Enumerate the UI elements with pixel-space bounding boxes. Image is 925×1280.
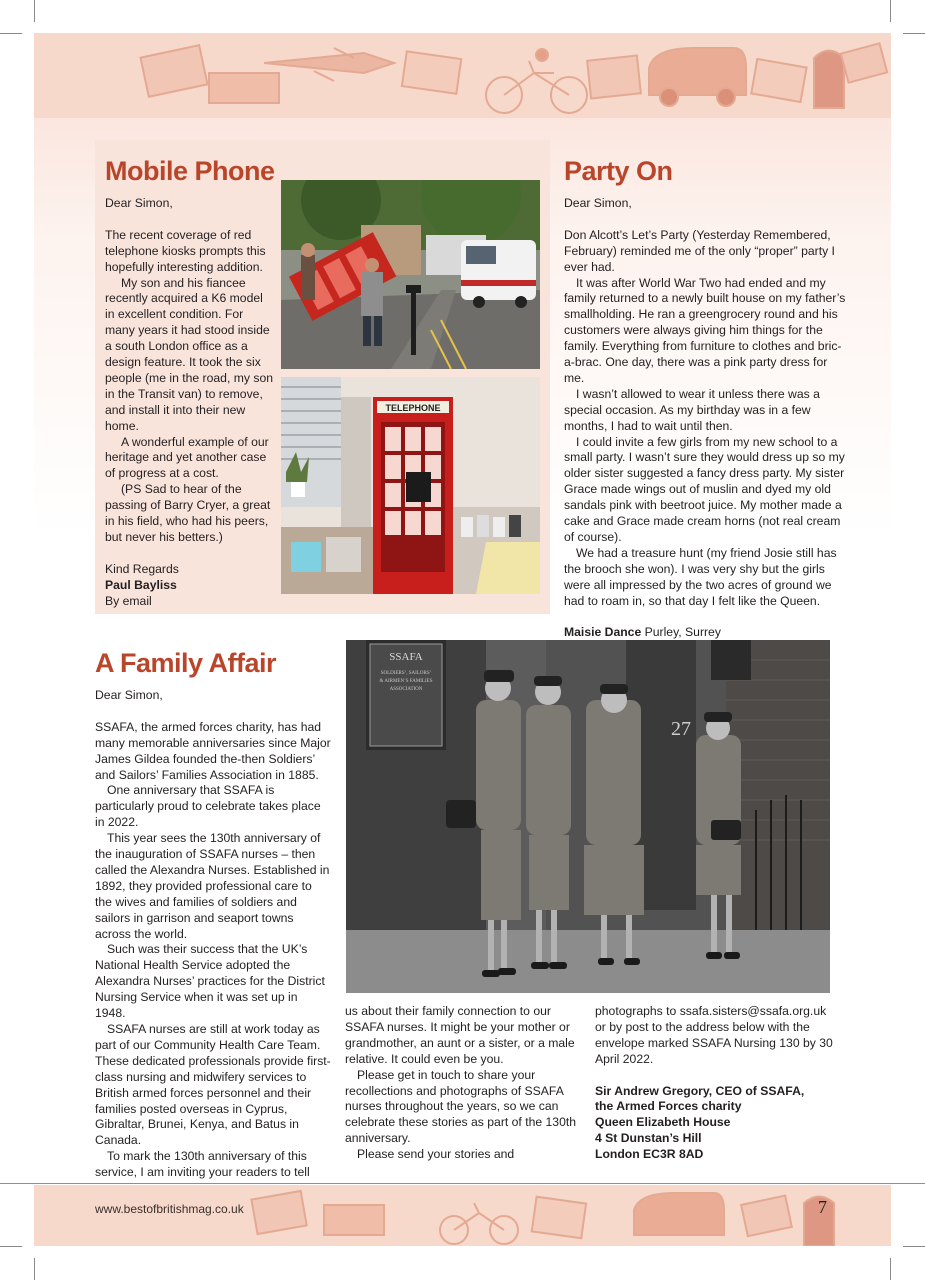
signoff: Kind Regards: [105, 561, 179, 576]
paragraph: My son and his fiancee recently acquired a K6 model in excellent condition. For many years it had stood inside a south London office as a design feature. It took the six people (me in the road, my son in the Transit van) to remove, and install it into their new home.: [105, 275, 274, 433]
paragraph: To mark the 130th anniversary of this service, I am inviting your readers to tell: [95, 1149, 310, 1180]
address-line: Queen Elizabeth House: [595, 1115, 731, 1130]
crop-mark: [903, 33, 925, 34]
crop-mark: [34, 1258, 35, 1280]
paragraph: I wasn’t allowed to wear it unless there was a special occasion. As my birthday was in a few months, I had to wait until then.: [564, 386, 820, 433]
address-line: London EC3R 8AD: [595, 1147, 704, 1162]
paragraph: It was after World War Two had ended and my family returned to a newly built house on my father’s smallholding. He ran a greengrocery round and his customers were always giving him things for the family. Everything from furniture to clothes and bric-a-brac. One day, there was a pink party dress for me.: [564, 275, 846, 385]
crop-mark: [890, 1258, 891, 1280]
crop-mark: [0, 33, 22, 34]
kiosk-installed-photo: [281, 377, 540, 594]
crop-mark: [903, 1246, 925, 1247]
family-affair-title: A Family Affair: [95, 648, 277, 678]
author-location: Purley, Surrey: [644, 625, 721, 640]
family-affair-column-2: [345, 1004, 581, 1163]
crop-mark: [34, 0, 35, 22]
salutation: Dear Simon,: [105, 196, 173, 210]
plaque-line: SOLDIERS’, SAILORS’: [380, 671, 432, 676]
footer-rule: [0, 1183, 925, 1184]
paragraph: A wonderful example of our heritage and yet another case of progress at a cost.: [105, 434, 269, 481]
paragraph: photographs to ssafa.sisters@ssafa.org.uk or by post to the address below with the envelope marked SSAFA Nursing 130 by 30 April 2022.: [595, 1004, 833, 1066]
kiosk-sign: TELEPHONE: [385, 403, 441, 413]
salutation: Dear Simon,: [564, 196, 632, 210]
page-number: 7: [818, 1197, 827, 1217]
paragraph: SSAFA nurses are still at work today as part of our Community Health Care Team. These dedicated professionals provide first-class nursing and midwifery services to British armed forces personnel and their families posted overseas in Cyprus, Gibraltar, Brunei, Kenya, and Batus in Canada.: [95, 1022, 331, 1148]
plaque-line: & AIRMEN’S FAMILIES: [379, 679, 433, 684]
signature-line: [564, 625, 846, 641]
signature-line: Sir Andrew Gregory, CEO of SSAFA,: [595, 1083, 805, 1098]
paragraph: The recent coverage of red telephone kiosks prompts this hopefully interesting addition.: [105, 227, 266, 274]
plaque-title: SSAFA: [389, 651, 423, 663]
paragraph: SSAFA, the armed forces charity, has had many memorable anniversaries since Major James Gildea founded the-then Soldiers’ and Sailors’ Families Association in 1885.: [95, 719, 331, 782]
ssafa-nurses-photo: [346, 640, 830, 993]
paragraph: One anniversary that SSAFA is particularly proud to celebrate takes place in 2022.: [95, 783, 321, 830]
paragraph: Don Alcott’s Let’s Party (Yesterday Remembered, February) reminded me of the only “proper” party I ever had.: [564, 227, 835, 274]
header-illustration-band: [34, 33, 891, 118]
paragraph: We had a treasure hunt (my friend Josie still has the brooch she won). I was very shy but the girls were all impressed by the two acres of ground we had to roam in, so that day I felt like the Queen.: [564, 545, 837, 608]
paragraph: I could invite a few girls from my new school to a small party. I wasn’t sure they would dress up so my older sister suggested a fancy dress party. My sister Grace made wings out of muslin and dyed my old sandals pink with beetroot juice. My mother made a cake and Grace made cream horns (not real cream of course).: [564, 434, 845, 545]
footer-url[interactable]: www.bestofbritishmag.co.uk: [95, 1202, 244, 1216]
paragraph: Such was their success that the UK’s National Health Service adopted the Alexandra Nurses’ practices for the District Nursing Service when it was set up in 1948.: [95, 942, 325, 1021]
family-affair-column-3: [595, 1004, 835, 1163]
paragraph: (PS Sad to hear of the passing of Barry Cryer, a great in his field, who had his peers, but never his betters.): [105, 482, 271, 545]
address-line: 4 St Dunstan’s Hill: [595, 1131, 702, 1146]
author-name: Paul Bayliss: [105, 577, 177, 592]
plaque-line: ASSOCIATION: [389, 687, 423, 692]
paragraph: This year sees the 130th anniversary of the inauguration of SSAFA nurses – then called the Alexandra Nurses. Established in 1892, they provided professional care to the wives and families of soldiers and sailors in garrison and seaport towns across the world.: [95, 831, 330, 941]
crop-mark: [0, 1246, 22, 1247]
party-on-title: Party On: [564, 156, 673, 186]
author-name: Maisie Dance: [564, 625, 642, 640]
vintage-transport-illustration: [34, 33, 891, 118]
crop-mark: [890, 0, 891, 22]
salutation: Dear Simon,: [95, 688, 163, 702]
family-affair-column-1: [95, 688, 331, 1181]
paragraph: Please get in touch to share your recollections and photographs of SSAFA nurses throughout the years, so we can celebrate these stories as part of the 130th anniversary.: [345, 1067, 577, 1146]
party-on-letter: [564, 196, 846, 641]
via-line: By email: [105, 593, 152, 608]
paragraph: Please send your stories and: [357, 1147, 515, 1162]
signature-line: the Armed Forces charity: [595, 1099, 742, 1114]
door-number: 27: [671, 718, 691, 740]
mobile-phone-letter: [105, 196, 273, 610]
kiosk-removal-photo: [281, 180, 540, 369]
paragraph: us about their family connection to our SSAFA nurses. It might be your mother or grandmother, an aunt or a sister, or a male relative. It could even be you.: [345, 1004, 575, 1066]
mobile-phone-title: Mobile Phone: [105, 156, 275, 186]
